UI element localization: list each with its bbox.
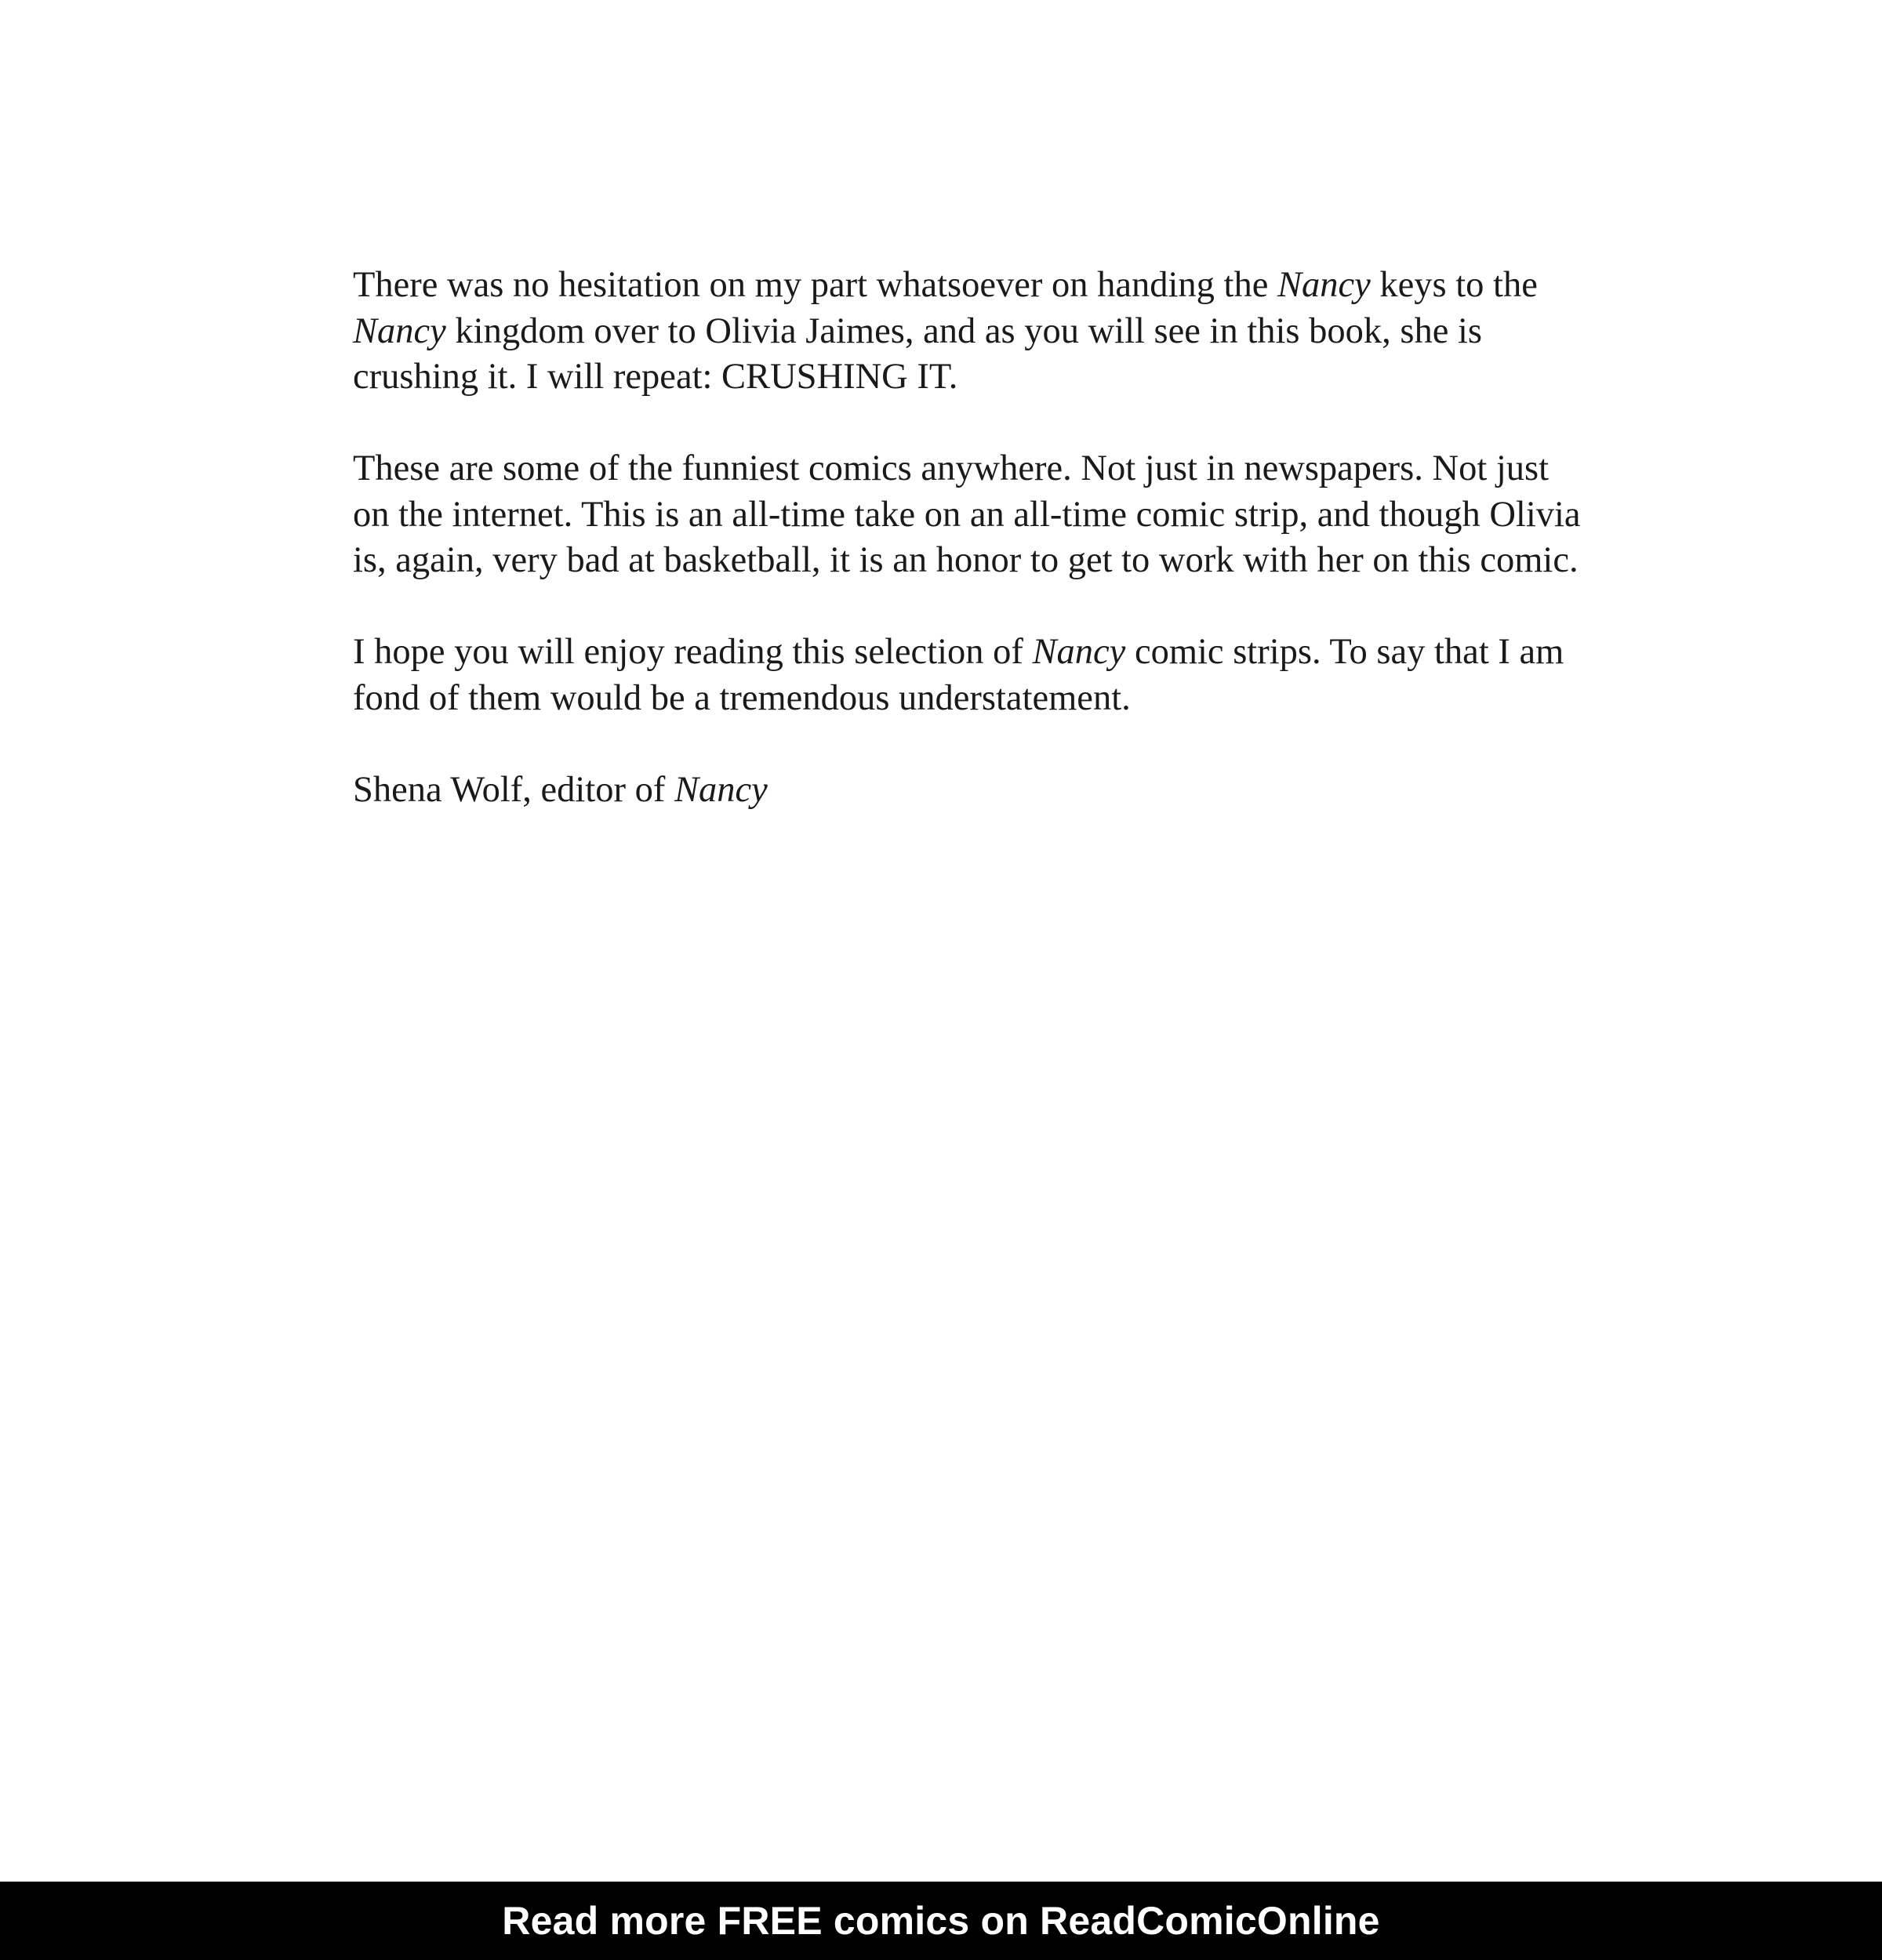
paragraph-3-text-a: I hope you will enjoy reading this selection of <box>353 632 1033 672</box>
nancy-title: Nancy <box>353 310 446 351</box>
paragraph-3 <box>353 630 1592 721</box>
promo-banner[interactable] <box>0 1882 1882 1960</box>
paragraph-1-text-a: There was no hesitation on my part whatsoever on handing the <box>353 265 1277 305</box>
paragraph-1-text-b: keys to the <box>1370 265 1538 305</box>
signature-name: Shena Wolf, editor of <box>353 769 674 810</box>
paragraph-2: These are some of the funniest comics anywhere. Not just in newspapers. Not just on the internet. This is an all-time take on an all-time comic strip, and though Olivia is, again, very bad at basketball, it is an honor to get to work with her on this comic. <box>353 448 1581 580</box>
paragraph-3-text-b: comic strips. To say that I am fond of them would be a tremendous understatement. <box>353 632 1564 718</box>
letter-body <box>353 263 1592 859</box>
nancy-title: Nancy <box>1032 632 1126 672</box>
paragraph-1 <box>353 263 1592 401</box>
signature <box>353 768 1592 814</box>
nancy-title: Nancy <box>674 769 768 810</box>
nancy-title: Nancy <box>1277 265 1371 305</box>
promo-banner-text[interactable]: Read more FREE comics on ReadComicOnline <box>502 1899 1380 1943</box>
paragraph-1-text-c: kingdom over to Olivia Jaimes, and as you will see in this book, she is crushing it. I will repeat: CRUSHING IT. <box>353 310 1483 397</box>
